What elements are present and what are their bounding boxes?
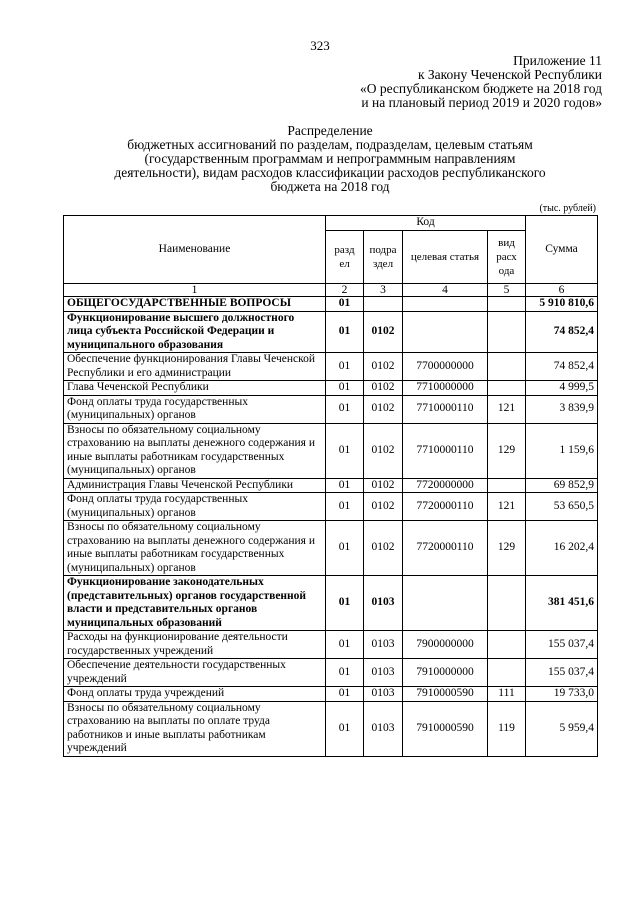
header-row-top [64, 216, 598, 231]
header-section: разд ел [326, 231, 364, 284]
title-line: бюджета на 2018 год [270, 179, 390, 194]
cell-sum: 3 839,9 [526, 395, 598, 423]
cell-sum: 19 733,0 [526, 687, 598, 702]
cell-subsection: 0102 [364, 423, 403, 478]
cell-name: ОБЩЕГОСУДАРСТВЕННЫЕ ВОПРОСЫ [64, 297, 326, 312]
cell-expense-type: 111 [488, 687, 526, 702]
document-title [100, 124, 560, 194]
cell-expense-type [488, 659, 526, 687]
header-target: целевая статья [403, 231, 488, 284]
table-row [64, 395, 598, 423]
table-row [64, 631, 598, 659]
cell-target: 7720000110 [403, 521, 488, 576]
table-row [64, 701, 598, 756]
table-row [64, 297, 598, 312]
cell-expense-type [488, 311, 526, 353]
cell-section: 01 [326, 311, 364, 353]
cell-target [403, 311, 488, 353]
appendix-line: Приложение 11 [513, 53, 602, 68]
column-number: 1 [64, 284, 326, 297]
table-row [64, 478, 598, 493]
appendix-header [302, 54, 602, 110]
cell-name: Взносы по обязательному социальному страхованию на выплаты денежного содержания и иные выплаты работникам государственных (муниципальных) органов [64, 423, 326, 478]
cell-expense-type [488, 353, 526, 381]
cell-subsection: 0102 [364, 395, 403, 423]
cell-section: 01 [326, 576, 364, 631]
header-sum: Сумма [526, 216, 598, 284]
table-body [64, 297, 598, 757]
cell-expense-type [488, 381, 526, 396]
title-line: Распределение [287, 123, 373, 138]
table-row [64, 521, 598, 576]
cell-section: 01 [326, 297, 364, 312]
cell-section: 01 [326, 521, 364, 576]
cell-target [403, 297, 488, 312]
cell-name: Фонд оплаты труда государственных (муниципальных) органов [64, 395, 326, 423]
budget-table [63, 215, 598, 757]
cell-subsection: 0103 [364, 659, 403, 687]
header-code: Код [326, 216, 526, 231]
cell-name: Функционирование высшего должностного лица субъекта Российской Федерации и муниципального образования [64, 311, 326, 353]
title-line: бюджетных ассигнований по разделам, подразделам, целевым статьям [127, 137, 533, 152]
header-name: Наименование [64, 216, 326, 284]
header-subsection: подра здел [364, 231, 403, 284]
cell-name: Функционирование законодательных (представительных) органов государственной власти и представительных органов муниципальных образований [64, 576, 326, 631]
cell-target: 7700000000 [403, 353, 488, 381]
cell-expense-type [488, 576, 526, 631]
column-number-row [64, 284, 598, 297]
cell-name: Фонд оплаты труда учреждений [64, 687, 326, 702]
cell-name: Администрация Главы Чеченской Республики [64, 478, 326, 493]
cell-sum: 381 451,6 [526, 576, 598, 631]
units-label: (тыс. рублей) [539, 203, 596, 214]
cell-sum: 53 650,5 [526, 493, 598, 521]
cell-sum: 5 910 810,6 [526, 297, 598, 312]
cell-section: 01 [326, 631, 364, 659]
cell-subsection: 0102 [364, 311, 403, 353]
cell-section: 01 [326, 395, 364, 423]
column-number: 4 [403, 284, 488, 297]
cell-subsection: 0103 [364, 631, 403, 659]
cell-subsection [364, 297, 403, 312]
cell-expense-type: 121 [488, 395, 526, 423]
column-number: 6 [526, 284, 598, 297]
cell-target: 7910000590 [403, 701, 488, 756]
appendix-line: к Закону Чеченской Республики [417, 67, 602, 82]
cell-target: 7710000110 [403, 395, 488, 423]
cell-sum: 16 202,4 [526, 521, 598, 576]
cell-target: 7710000000 [403, 381, 488, 396]
cell-section: 01 [326, 478, 364, 493]
cell-section: 01 [326, 687, 364, 702]
cell-target: 7720000000 [403, 478, 488, 493]
cell-subsection: 0102 [364, 521, 403, 576]
table-row [64, 381, 598, 396]
cell-sum: 74 852,4 [526, 311, 598, 353]
cell-sum: 69 852,9 [526, 478, 598, 493]
title-line: деятельности), видам расходов классификации расходов республиканского [114, 165, 546, 180]
cell-sum: 155 037,4 [526, 659, 598, 687]
cell-expense-type: 119 [488, 701, 526, 756]
cell-name: Фонд оплаты труда государственных (муниципальных) органов [64, 493, 326, 521]
cell-name: Обеспечение деятельности государственных учреждений [64, 659, 326, 687]
appendix-line: «О республиканском бюджете на 2018 год [359, 81, 602, 96]
cell-target: 7710000110 [403, 423, 488, 478]
cell-subsection: 0103 [364, 576, 403, 631]
header-expense-type: вид расх ода [488, 231, 526, 284]
cell-target: 7910000590 [403, 687, 488, 702]
cell-expense-type: 129 [488, 521, 526, 576]
cell-subsection: 0102 [364, 493, 403, 521]
table-row [64, 311, 598, 353]
cell-subsection: 0103 [364, 687, 403, 702]
cell-expense-type [488, 297, 526, 312]
cell-subsection: 0102 [364, 478, 403, 493]
cell-section: 01 [326, 381, 364, 396]
cell-subsection: 0102 [364, 381, 403, 396]
column-number: 3 [364, 284, 403, 297]
cell-subsection: 0103 [364, 701, 403, 756]
title-line: (государственным программам и непрограммным направлениям [144, 151, 516, 166]
cell-target: 7720000110 [403, 493, 488, 521]
cell-name: Взносы по обязательному социальному страхованию на выплаты по оплате труда работников и иные выплаты работникам учреждений [64, 701, 326, 756]
table-row [64, 353, 598, 381]
cell-name: Глава Чеченской Республики [64, 381, 326, 396]
cell-target [403, 576, 488, 631]
cell-sum: 5 959,4 [526, 701, 598, 756]
appendix-line: и на плановый период 2019 и 2020 годов» [361, 95, 602, 110]
page-number: 323 [310, 38, 330, 53]
cell-name: Обеспечение функционирования Главы Чеченской Республики и его администрации [64, 353, 326, 381]
table-row [64, 423, 598, 478]
cell-sum: 155 037,4 [526, 631, 598, 659]
cell-target: 7900000000 [403, 631, 488, 659]
cell-section: 01 [326, 659, 364, 687]
cell-target: 7910000000 [403, 659, 488, 687]
cell-section: 01 [326, 493, 364, 521]
cell-sum: 4 999,5 [526, 381, 598, 396]
cell-expense-type [488, 478, 526, 493]
cell-sum: 1 159,6 [526, 423, 598, 478]
cell-section: 01 [326, 423, 364, 478]
cell-expense-type [488, 631, 526, 659]
table-row [64, 687, 598, 702]
table-row [64, 576, 598, 631]
cell-subsection: 0102 [364, 353, 403, 381]
table-row [64, 659, 598, 687]
column-number: 2 [326, 284, 364, 297]
table-row [64, 493, 598, 521]
cell-expense-type: 129 [488, 423, 526, 478]
cell-section: 01 [326, 353, 364, 381]
cell-sum: 74 852,4 [526, 353, 598, 381]
column-number: 5 [488, 284, 526, 297]
cell-section: 01 [326, 701, 364, 756]
cell-expense-type: 121 [488, 493, 526, 521]
cell-name: Взносы по обязательному социальному страхованию на выплаты денежного содержания и иные выплаты работникам государственных (муниципальных) органов [64, 521, 326, 576]
cell-name: Расходы на функционирование деятельности государственных учреждений [64, 631, 326, 659]
